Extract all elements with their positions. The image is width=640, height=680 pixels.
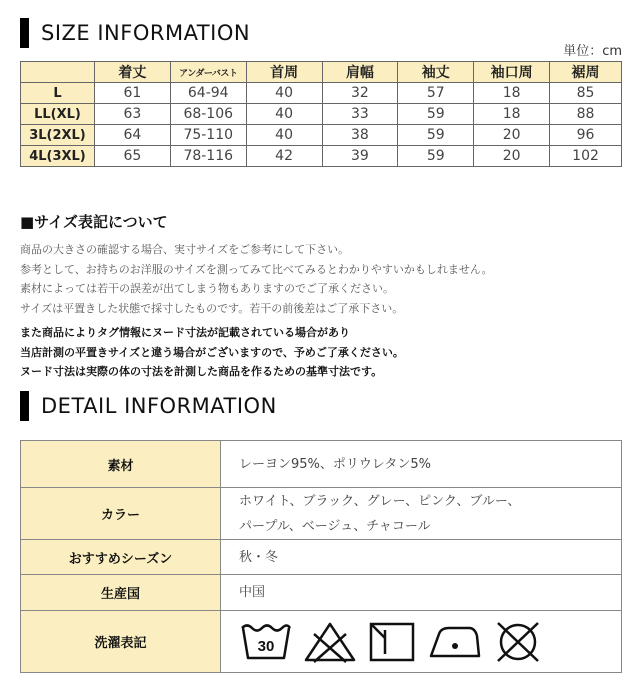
note-line: サイズは平置きした状態で採寸したものです。若干の前後差はご了承下さい。 bbox=[20, 301, 404, 315]
header-cell: 袖丈 bbox=[398, 62, 474, 83]
table-row bbox=[21, 575, 622, 611]
table-cell: 59 bbox=[398, 104, 474, 125]
table-row bbox=[21, 146, 622, 167]
size-label: 4L(3XL) bbox=[21, 146, 95, 167]
detail-line: ホワイト、ブラック、グレー、ピンク、ブルー、 bbox=[239, 493, 521, 509]
detail-line: 秋・冬 bbox=[239, 549, 279, 565]
detail-value-season bbox=[221, 540, 622, 575]
size-notes-title: ■サイズ表記について bbox=[20, 213, 168, 231]
table-cell: 85 bbox=[550, 83, 622, 104]
detail-value-material bbox=[221, 441, 622, 488]
size-table bbox=[20, 61, 622, 167]
note-bold-line: 当店計測の平置きサイズと違う場合がございますので、予めご了承ください。 bbox=[20, 345, 404, 359]
table-cell: 102 bbox=[550, 146, 622, 167]
section-bar bbox=[20, 18, 29, 48]
detail-section-header bbox=[20, 391, 277, 421]
note-bold-line: ヌード寸法は実際の体の寸法を計測した商品を作るための基準寸法です。 bbox=[20, 365, 383, 378]
table-cell: 40 bbox=[246, 125, 322, 146]
detail-line: レーヨン95%、ポリウレタン5% bbox=[239, 456, 431, 472]
header-cell: アンダーバスト bbox=[170, 62, 246, 83]
note-line: 商品の大きさの確認する場合、実寸サイズをご参考にして下さい。 bbox=[20, 243, 350, 256]
note-bold-line: また商品によりタグ情報にヌード寸法が記載されている場合があり bbox=[20, 326, 350, 339]
section-bar bbox=[20, 391, 29, 421]
size-table-header-row bbox=[21, 62, 622, 83]
size-notes bbox=[20, 240, 493, 318]
size-label: 3L(2XL) bbox=[21, 125, 95, 146]
care-icons bbox=[239, 620, 621, 664]
size-label: L bbox=[21, 83, 95, 104]
detail-line: 中国 bbox=[239, 585, 266, 600]
table-cell: 59 bbox=[398, 125, 474, 146]
size-section-title: SIZE INFORMATION bbox=[41, 21, 251, 45]
table-cell: 20 bbox=[474, 125, 550, 146]
note-line: 素材によっては若干の誤差が出てしまう物もありますのでご了承ください。 bbox=[20, 282, 394, 295]
table-cell: 18 bbox=[474, 104, 550, 125]
table-cell: 64 bbox=[94, 125, 170, 146]
detail-label-color: カラー bbox=[21, 488, 221, 540]
table-cell: 75-110 bbox=[170, 125, 246, 146]
table-cell: 39 bbox=[322, 146, 398, 167]
size-section-header bbox=[20, 18, 250, 48]
table-row bbox=[21, 540, 622, 575]
table-row bbox=[21, 83, 622, 104]
detail-table bbox=[20, 440, 622, 673]
table-cell: 96 bbox=[550, 125, 622, 146]
header-cell: 裾周 bbox=[550, 62, 622, 83]
table-cell: 33 bbox=[322, 104, 398, 125]
wash-30-icon bbox=[239, 620, 293, 664]
header-cell bbox=[21, 62, 95, 83]
detail-label-origin: 生産国 bbox=[21, 575, 221, 611]
unit-label: 単位：cm bbox=[563, 44, 622, 59]
table-cell: 40 bbox=[246, 83, 322, 104]
header-cell: 着丈 bbox=[94, 62, 170, 83]
table-cell: 38 bbox=[322, 125, 398, 146]
no-bleach-icon bbox=[303, 620, 357, 664]
header-cell: 袖口周 bbox=[474, 62, 550, 83]
line-dry-icon bbox=[367, 620, 417, 664]
table-cell: 63 bbox=[94, 104, 170, 125]
detail-value-color bbox=[221, 488, 622, 540]
table-row bbox=[21, 104, 622, 125]
note-line: 参考として、お持ちのお洋服のサイズを測ってみて比べてみるとわかりやすいかもしれません。 bbox=[20, 262, 493, 276]
detail-label-season: おすすめシーズン bbox=[21, 540, 221, 575]
header-cell: 肩幅 bbox=[322, 62, 398, 83]
size-notes-bold bbox=[20, 323, 404, 382]
table-cell: 18 bbox=[474, 83, 550, 104]
table-row bbox=[21, 611, 622, 673]
table-cell: 65 bbox=[94, 146, 170, 167]
table-row bbox=[21, 441, 622, 488]
size-label: LL(XL) bbox=[21, 104, 95, 125]
detail-value-origin bbox=[221, 575, 622, 611]
table-cell: 32 bbox=[322, 83, 398, 104]
table-cell: 42 bbox=[246, 146, 322, 167]
table-cell: 40 bbox=[246, 104, 322, 125]
table-row bbox=[21, 488, 622, 540]
table-row bbox=[21, 125, 622, 146]
table-cell: 64-94 bbox=[170, 83, 246, 104]
table-cell: 59 bbox=[398, 146, 474, 167]
detail-line: パープル、ベージュ、チャコール bbox=[239, 518, 431, 534]
table-cell: 57 bbox=[398, 83, 474, 104]
detail-value-care bbox=[221, 611, 622, 673]
table-cell: 20 bbox=[474, 146, 550, 167]
detail-section-title: DETAIL INFORMATION bbox=[41, 394, 277, 418]
table-cell: 61 bbox=[94, 83, 170, 104]
table-cell: 78-116 bbox=[170, 146, 246, 167]
detail-label-care: 洗濯表記 bbox=[21, 611, 221, 673]
iron-low-icon bbox=[427, 620, 483, 664]
header-cell: 首周 bbox=[246, 62, 322, 83]
table-cell: 88 bbox=[550, 104, 622, 125]
table-cell: 68-106 bbox=[170, 104, 246, 125]
wash-temp-label: 30 bbox=[257, 637, 275, 655]
no-dryclean-icon bbox=[493, 620, 543, 664]
detail-label-material: 素材 bbox=[21, 441, 221, 488]
